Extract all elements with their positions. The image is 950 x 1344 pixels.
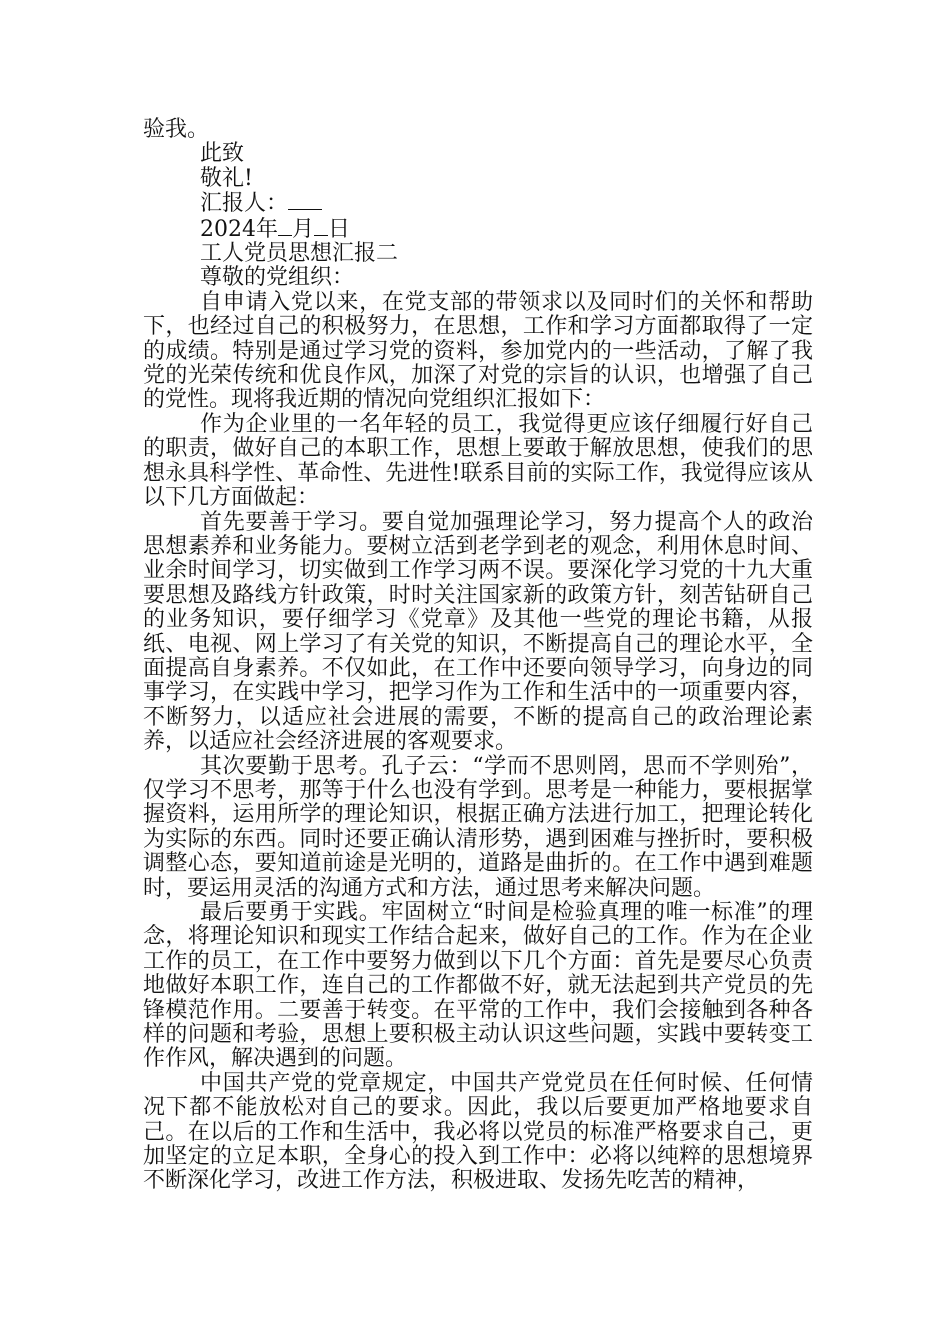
closing-salutation: 此致 xyxy=(200,141,245,167)
date-year: 2024年 xyxy=(200,216,278,242)
paragraph-practice: 最后要勇于实践。牢固树立“时间是检验真理的唯一标准”的理念，将理论知识和现实工作结合起来，做好自己的工作。作为在企业工作的员工，在工作中要努力做到以下几个方面：首先是要尽心负责地做好本职工作，连自己的工作都做不好，就无法起到共产党员的先锋模范作用。二要善于转变。在平常的工作中，我们会接触到各种各样的问题和考验，思想上要积极主动认识这些问题，实践中要转变工作作风，解决遇到的问题。 xyxy=(143,900,813,1072)
paragraph-intro: 自申请入党以来，在党支部的带领求以及同时们的关怀和帮助下，也经过自己的积极努力，在思想，工作和学习方面都取得了一定的成绩。特别是通过学习党的资料，参加党内的一些活动，了解了我党的光荣传统和优良作风，加深了对党的宗旨的认识，也增强了自己的党性。现将我近期的情况向党组织汇报如下： xyxy=(143,289,813,413)
month-blank xyxy=(278,217,292,236)
paragraph-study: 首先要善于学习。要自觉加强理论学习，努力提高个人的政治思想素养和业务能力。要树立活到老学到老的观念，利用休息时间、业余时间学习，切实做到工作学习两不误。要深化学习党的十九大重要思想及路线方针政策，时时关注国家新的政策方针，刻苦钻研自己的业务知识，要仔细学习《党章》及其他一些党的理论书籍，从报纸、电视、网上学习了有关党的知识，不断提高自己的理论水平，全面提高自身素养。不仅如此，在工作中还要向领导学习，向身边的同事学习，在实践中学习，把学习作为工作和生活中的一项重要内容，不断努力，以适应社会进展的需要，不断的提高自己的政治理论素养，以适应社会经济进展的客观要求。 xyxy=(143,509,813,755)
greeting: 尊敬的党组织： xyxy=(200,265,355,291)
date-line xyxy=(143,217,813,242)
paragraph-role: 作为企业里的一名年轻的员工，我觉得更应该仔细履行好自己的职责，做好自己的本职工作，思想上要敢于解放思想，使我们的思想永具科学性、革命性、先进性!联系目前的实际工作，我觉得应该从以下几方面做起： xyxy=(143,411,813,511)
date-month: 月 xyxy=(292,216,315,242)
paragraph-conclusion: 中国共产党的党章规定，中国共产党党员在任何时候、任何情况下都不能放松对自己的要求。因此，我以后要更加严格地要求自己。在以后的工作和生活中，我必将以党员的标准严格要求自己，更加坚定的立足本职，全身心的投入到工作中：必将以纯粹的思想境界不断深化学习，改进工作方法，积极进取、发扬先吃苦的精神， xyxy=(143,1070,813,1194)
day-blank xyxy=(314,217,328,236)
reporter-blank xyxy=(288,191,322,210)
reporter-label: 汇报人： xyxy=(200,191,289,217)
paragraph-think: 其次要勤于思考。孔子云：“学而不思则罔，思而不学则殆”，仅学习不思考，那等于什么也没有学到。思考是一种能力，要根据掌握资料，运用所学的理论知识，根据正确方法进行加工，把理论转化为实际的东西。同时还要正确认清形势，遇到困难与挫折时，要积极调整心态，要知道前途是光明的，道路是曲折的。在工作中遇到难题时，要运用灵活的沟通方式和方法，通过思考来解决问题。 xyxy=(143,753,813,901)
section-title: 工人党员思想汇报二 xyxy=(200,241,399,267)
date-day: 日 xyxy=(328,216,351,242)
closing-regards: 敬礼! xyxy=(200,165,253,191)
continuation-line: 验我。 xyxy=(143,117,210,142)
reporter-line xyxy=(143,191,813,216)
document-page xyxy=(143,118,813,1194)
